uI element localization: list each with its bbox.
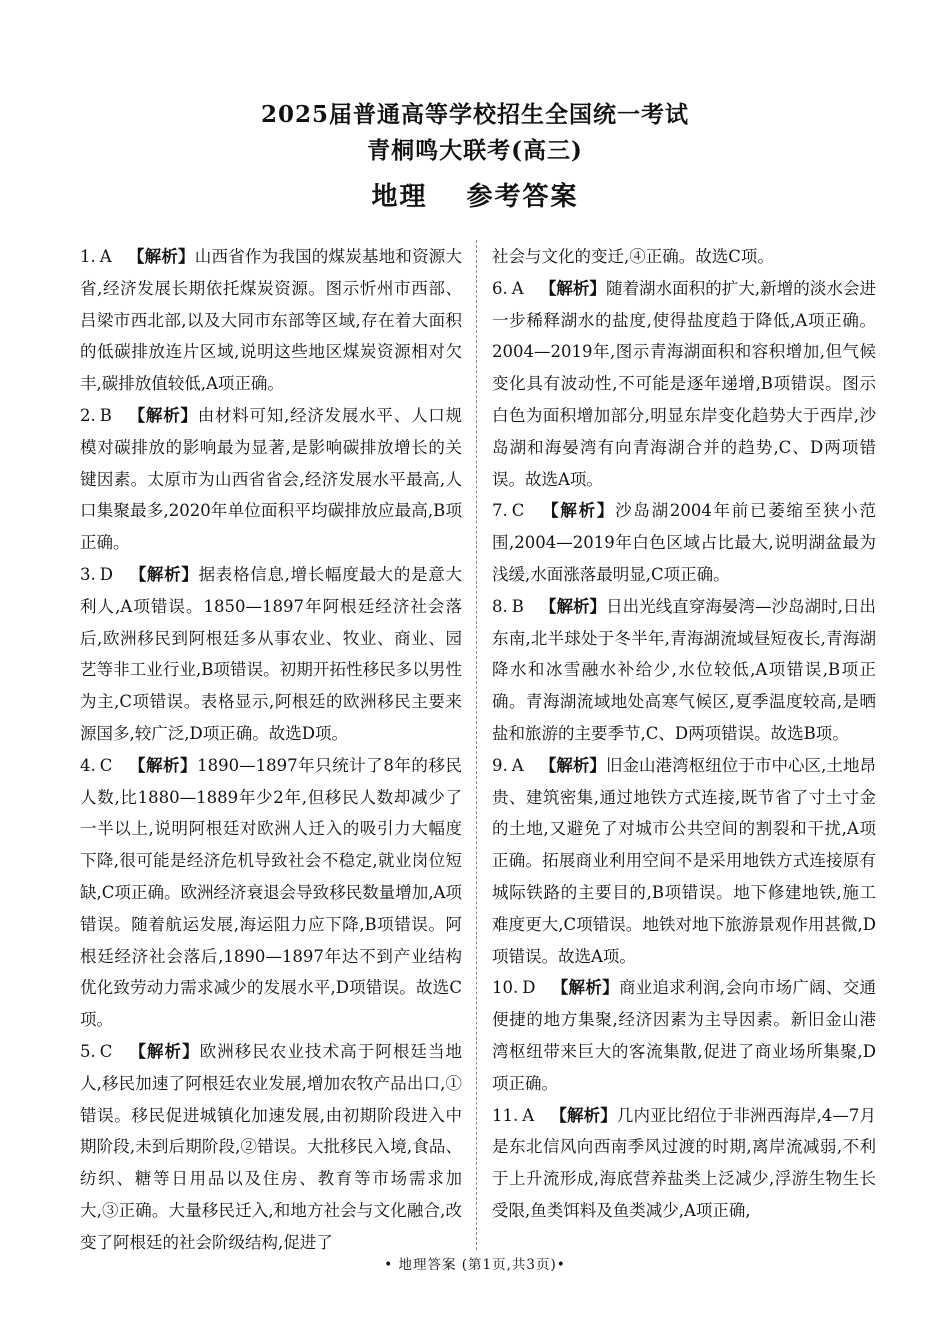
left-column bbox=[80, 241, 462, 1259]
answer-item bbox=[492, 273, 876, 496]
answer-item bbox=[80, 750, 462, 1036]
answer-item bbox=[80, 1036, 462, 1259]
column-divider bbox=[476, 240, 477, 1250]
answer-choice: A bbox=[99, 247, 112, 266]
question-number: 10. bbox=[492, 978, 519, 998]
analysis-text: 旧金山港湾枢纽位于市中心区,土地昂贵、建筑密集,通过地铁方式连接,既节省了寸土寸金的土地,又避免了对城市公共空间的割裂和干扰,A项正确。拓展商业利用空间不是采用地铁方式连接原有城际铁路的主要目的,B项错误。地下修建地铁,施工难度更大,C项错误。地铁对地下旅游景观作用甚微,D项错误。故选A项。 bbox=[492, 755, 877, 966]
analysis-text: 据表格信息,增长幅度最大的是意大利人,A项错误。1850—1897年阿根廷经济社会落后,欧洲移民到阿根廷多从事农业、牧业、商业、园艺等非工业行业,B项错误。初期开拓性移民多以男性为主,C项错误。表格显示,阿根廷的欧洲移民主要来源国多,较广泛,D项正确。故选D项。 bbox=[80, 564, 463, 743]
analysis-text: 欧洲移民农业技术高于阿根廷当地人,移民加速了阿根廷农业发展,增加农牧产品出口,①错误。移民促进城镇化加速发展,由初期阶段进入中期阶段,未到后期阶段,②错误。大批移民入境,食品、纺织、糖等日用品以及住房、教育等市场需求加大,③正确。大量移民迁入,和地方社会与文化融合,改变了阿根廷的社会阶级结构,促进了 bbox=[80, 1041, 463, 1252]
answer-choice: B bbox=[511, 596, 524, 616]
analysis-tag: 【解析】 bbox=[550, 1105, 617, 1125]
question-number: 9. bbox=[492, 755, 508, 775]
subject-heading bbox=[0, 176, 950, 213]
analysis-tag: 【解析】 bbox=[539, 755, 606, 775]
analysis-text: 商业追求利润,会向市场广阔、交通便捷的地方集聚,经济因素为主导因素。新旧金山港湾枢纽带来巨大的客流集散,促进了商业场所集聚,D项正确。 bbox=[492, 978, 877, 1093]
answer-item bbox=[80, 559, 462, 750]
analysis-tag: 【解析】 bbox=[128, 564, 199, 584]
question-number: 8. bbox=[492, 596, 508, 616]
answer-choice: D bbox=[522, 978, 536, 998]
answer-item bbox=[492, 1100, 876, 1227]
right-questions bbox=[492, 273, 876, 1227]
analysis-text: 1890—1897年只统计了8年的移民人数,比1880—1889年少2年,但移民人数却减少了一半以上,说明阿根廷对欧洲人迁入的吸引力大幅度下降,很可能是经济危机导致社会不稳定,就业岗位短缺,C项正确。欧洲经济衰退会导致移民数量增加,A项错误。随着航运发展,海运阻力应下降,B项错误。阿根廷经济社会落后,1890—1897年达不到产业结构优化致劳动力需求减少的发展水平,D项错误。故选C项。 bbox=[80, 755, 463, 1030]
analysis-tag: 【解析】 bbox=[128, 755, 198, 775]
analysis-tag: 【解析】 bbox=[539, 596, 607, 616]
answer-choice: C bbox=[99, 755, 113, 775]
analysis-text: 沙岛湖2004年前已萎缩至狭小范围,2004—2019年白色区域占比最大,说明湖盆最为浅缓,水面涨落最明显,C项正确。 bbox=[492, 501, 876, 584]
analysis-tag: 【解析】 bbox=[128, 1041, 200, 1061]
subject-name: 地理 bbox=[371, 182, 428, 212]
analysis-text: 由材料可知,经济发展水平、人口规模对碳排放的影响最为显著,是影响碳排放增长的关键因素。太原市为山西省省会,经济发展水平最高,人口集聚最多,2020年单位面积平均碳排放应最高,B项正确。 bbox=[80, 405, 462, 553]
answer-item bbox=[492, 750, 876, 973]
analysis-tag: 【解析】 bbox=[540, 501, 616, 521]
analysis-text: 几内亚比绍位于非洲西海岸,4—7月是东北信风向西南季风过渡的时期,离岸流减弱,不利于上升流形成,海底营养盐类上泛减少,浮游生物生长受限,鱼类饵料及鱼类减少,A项正确, bbox=[492, 1105, 876, 1220]
answer-choice: A bbox=[511, 755, 524, 775]
document-type: 参考答案 bbox=[466, 182, 579, 212]
answer-choice: D bbox=[99, 564, 113, 584]
answer-choice: C bbox=[99, 1041, 113, 1061]
analysis-text: 随着湖水面积的扩大,新增的淡水会进一步稀释湖水的盐度,使得盐度趋于降低,A项正确。2004—2019年,图示青海湖面积和容积增加,但气候变化具有波动性,不可能是逐年递增,B项错误。图示白色为面积增加部分,明显东岸变化趋势大于西岸,沙岛湖和海晏湾有向青海湖合并的趋势,C、D两项错误。故选A项。 bbox=[492, 278, 877, 489]
answer-choice: B bbox=[99, 405, 112, 425]
right-column bbox=[492, 241, 876, 1227]
page-footer: • 地理答案 (第1页,共3页)• bbox=[384, 1257, 566, 1273]
answer-item bbox=[80, 400, 462, 559]
answer-choice: A bbox=[511, 278, 524, 298]
answer-item bbox=[492, 591, 876, 750]
question-number: 7. bbox=[492, 501, 508, 521]
answer-choice: A bbox=[522, 1105, 535, 1125]
question-number: 5. bbox=[80, 1041, 96, 1061]
answer-choice: C bbox=[511, 501, 525, 521]
analysis-tag: 【解析】 bbox=[539, 278, 606, 298]
analysis-text: 日出光线直穿海晏湾—沙岛湖时,日出东南,北半球处于冬半年,青海湖流域昼短夜长,青海湖降水和冰雪融水补给少,水位较低,A项错误,B项正确。青海湖流域地处高寒气候区,夏季温度较高,是晒盐和旅游的主要季节,C、D两项错误。故选B项。 bbox=[492, 596, 877, 743]
question-number: 4. bbox=[80, 755, 96, 775]
continuation-text: 社会与文化的变迁,④正确。故选C项。 bbox=[492, 247, 774, 266]
question-number: 3. bbox=[80, 564, 96, 584]
exam-title: 2025届普通高等学校招生全国统一考试 bbox=[260, 101, 689, 128]
question-number: 2. bbox=[80, 405, 96, 425]
exam-subtitle: 青桐鸣大联考(高三) bbox=[367, 137, 583, 164]
analysis-tag: 【解析】 bbox=[127, 405, 198, 425]
analysis-text: 山西省作为我国的煤炭基地和资源大省,经济发展长期依托煤炭资源。图示忻州市西部、吕梁市西北部,以及大同市东部等区域,存在着大面积的低碳排放连片区域,说明这些地区煤炭资源相对欠丰,碳排放值较低,A项正确。 bbox=[80, 247, 463, 394]
answer-item bbox=[80, 241, 462, 400]
analysis-tag: 【解析】 bbox=[551, 978, 619, 998]
analysis-tag: 【解析】 bbox=[127, 247, 195, 266]
answer-item bbox=[492, 495, 876, 590]
question-number: 11. bbox=[492, 1105, 519, 1125]
answer-item bbox=[492, 972, 876, 1099]
question-number: 6. bbox=[492, 278, 508, 298]
question-number: 1. bbox=[80, 247, 96, 266]
